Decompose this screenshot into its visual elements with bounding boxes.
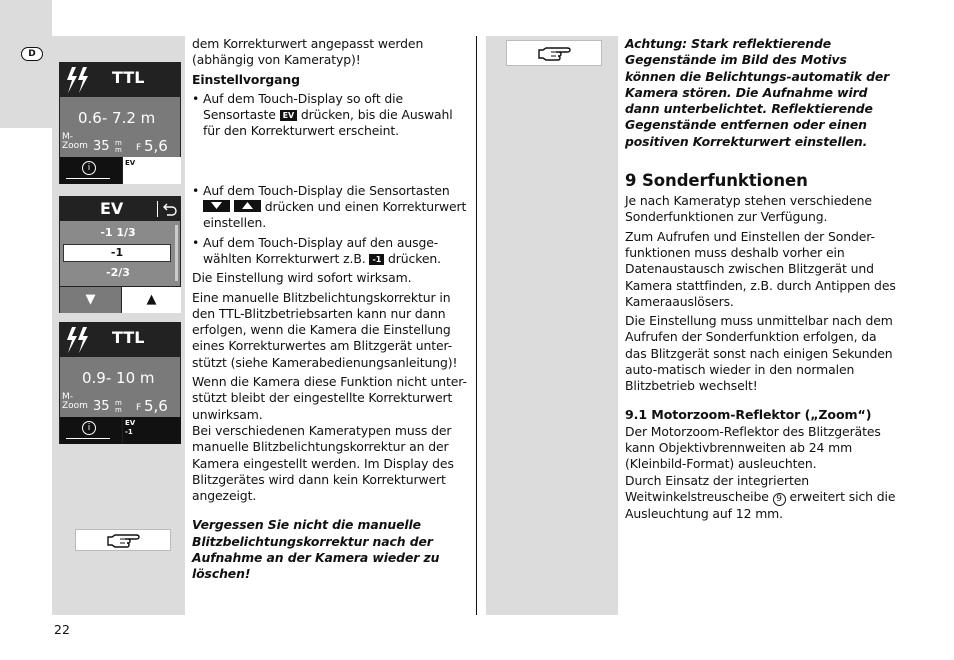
paragraph: Durch Einsatz der integrierten Weitwinkelstreuscheibe 9 erweitert sich die Ausleuchtung auf 12 mm. <box>625 472 896 521</box>
heading-einstellvorgang: Einstellvorgang <box>192 71 300 87</box>
subsection-heading: 9.1 Motorzoom-Reflektor („Zoom“) <box>625 406 872 422</box>
f-label: F <box>136 143 142 153</box>
bullet-item: • Auf dem Touch-Display die Sensortasten drücken und einen Korrekturwert einstellen. <box>192 182 467 231</box>
paragraph: Die Einstellung muss unmittelbar nach dem Aufrufen der Sonderfunktion erfolgen, da das Blitzgerät sonst nach einigen Sekunden auto-matisch wieder in den normalen Blitzbetrieb wechselt! <box>625 313 893 394</box>
back-icon[interactable] <box>162 201 178 217</box>
paragraph: dem Korrekturwert angepasst werden (abhängig von Kameratyp)! <box>192 36 424 68</box>
paragraph: Zum Aufrufen und Einstellen der Sonder-funktionen muss deshalb vorher ein Datenaustausch zwischen Blitzgerät und Kamera stattfinden, z.B. durch Antippen des Kameraauslösers. <box>625 228 896 309</box>
column-2 <box>192 36 470 586</box>
column-4 <box>625 36 901 525</box>
ev-sensor-button[interactable] <box>122 417 181 444</box>
zoom-value: 35 <box>93 139 110 154</box>
pointing-hand-icon <box>537 46 573 62</box>
note-text: Achtung: Stark reflektierende Gegenstände im Bild des Motivs können die Belichtungs-automatik der Kamera stören. Die Aufnahme wird dann unterbelichtet. Reflektierende Gegenstände entfernen oder einen positiven Korrekturwert einstellen. <box>625 36 890 149</box>
zoom-unit: m m <box>115 399 122 414</box>
paragraph: Bei verschiedenen Kameratypen muss der manuelle Blitzbelichtungskorrektur an der Kamera eingestellt werden. Im Display des Blitzgerätes wird dann kein Korrekturwert angezeigt. <box>192 422 454 504</box>
panel-header <box>60 63 180 97</box>
zoom-unit: m m <box>115 139 122 154</box>
range-readout: 0.9- 10 m <box>82 369 155 387</box>
arrow-down-icon <box>203 200 230 212</box>
info-button[interactable] <box>60 157 122 184</box>
display-panel-ttl-2 <box>59 322 181 444</box>
section-heading: 9 Sonderfunktionen <box>625 171 808 191</box>
ev-option[interactable]: -2/3 <box>106 266 130 279</box>
ev-badge: EV <box>280 110 297 121</box>
pointing-hand-icon <box>106 533 142 549</box>
paragraph: Der Motorzoom-Reflektor des Blitzgerätes kann Objektivbrennweiten ab 24 mm (Kleinbild-Format) ausleuchten. <box>625 423 881 472</box>
info-icon: i <box>82 161 96 175</box>
mzoom-label: M- Zoom <box>62 392 88 411</box>
bullet-item: • Auf dem Touch-Display so oft die Sensortaste EV drücken, bis die Auswahl für den Korrekturwert erscheint. <box>192 90 453 139</box>
side-strip <box>0 0 52 128</box>
mode-label: TTL <box>112 328 145 347</box>
zoom-value: 35 <box>93 399 110 414</box>
flash-icon <box>64 66 90 94</box>
flash-icon <box>64 326 90 354</box>
info-button[interactable] <box>60 417 122 444</box>
language-badge-text: D <box>28 49 36 59</box>
ev-sensor-button[interactable] <box>122 157 181 184</box>
paragraph: Die Einstellung wird sofort wirksam. <box>192 270 412 286</box>
ev-value: -1 <box>125 428 133 436</box>
aperture-value: 5,6 <box>144 397 168 415</box>
mode-label: TTL <box>112 68 145 87</box>
f-label: F <box>136 403 142 413</box>
note-hand-box <box>506 40 602 66</box>
paragraph: Je nach Kameratyp stehen verschiedene Sonderfunktionen zur Verfügung. <box>625 193 872 225</box>
ev-option-selected[interactable]: -1 <box>63 244 171 262</box>
aperture-value: 5,6 <box>144 137 168 155</box>
circled-number: 9 <box>773 493 786 506</box>
illustration-column-2 <box>486 36 618 615</box>
display-panel-ev <box>59 196 181 313</box>
up-button[interactable]: ▲ <box>121 286 181 313</box>
info-icon: i <box>82 421 96 435</box>
scrollbar[interactable] <box>175 225 178 281</box>
display-panel-ttl-1 <box>59 62 181 184</box>
bullet-item: • Auf dem Touch-Display auf den ausge-wählten Korrekturwert z.B. -1 drücken. <box>192 234 441 266</box>
panel-header <box>60 197 180 221</box>
page-number: 22 <box>54 622 70 637</box>
paragraph: Wenn die Kamera diese Funktion nicht unter-stützt bleibt der eingestellte Korrekturwert unwirksam. <box>192 374 467 422</box>
mzoom-label: M- Zoom <box>62 132 88 151</box>
mode-label: EV <box>100 199 124 218</box>
language-badge <box>21 47 43 61</box>
ev-value-list <box>63 224 173 282</box>
minus-one-badge: -1 <box>369 254 384 265</box>
ev-label: EV <box>125 159 136 167</box>
ev-label: EV <box>125 419 136 427</box>
note-hand-box <box>75 529 171 551</box>
range-readout: 0.6- 7.2 m <box>78 109 156 127</box>
paragraph: Eine manuelle Blitzbelichtungskorrektur in den TTL-Blitzbetriebsarten kann nur dann erfolgen, wenn die Kamera die Einstellung eines Korrekturwertes am Blitzgerät unter-stützt (siehe Kamerabedienungsanleitung)! <box>192 289 458 370</box>
ev-option[interactable]: -1 1/3 <box>100 226 136 239</box>
panel-header <box>60 323 180 357</box>
note-text: Vergessen Sie nicht die manuelle Blitzbelichtungskorrektur nach der Aufnahme an der Kamera wieder zu löschen! <box>192 517 440 582</box>
down-button[interactable]: ▼ <box>60 286 121 313</box>
column-divider <box>476 36 477 615</box>
arrow-up-icon <box>234 200 261 212</box>
